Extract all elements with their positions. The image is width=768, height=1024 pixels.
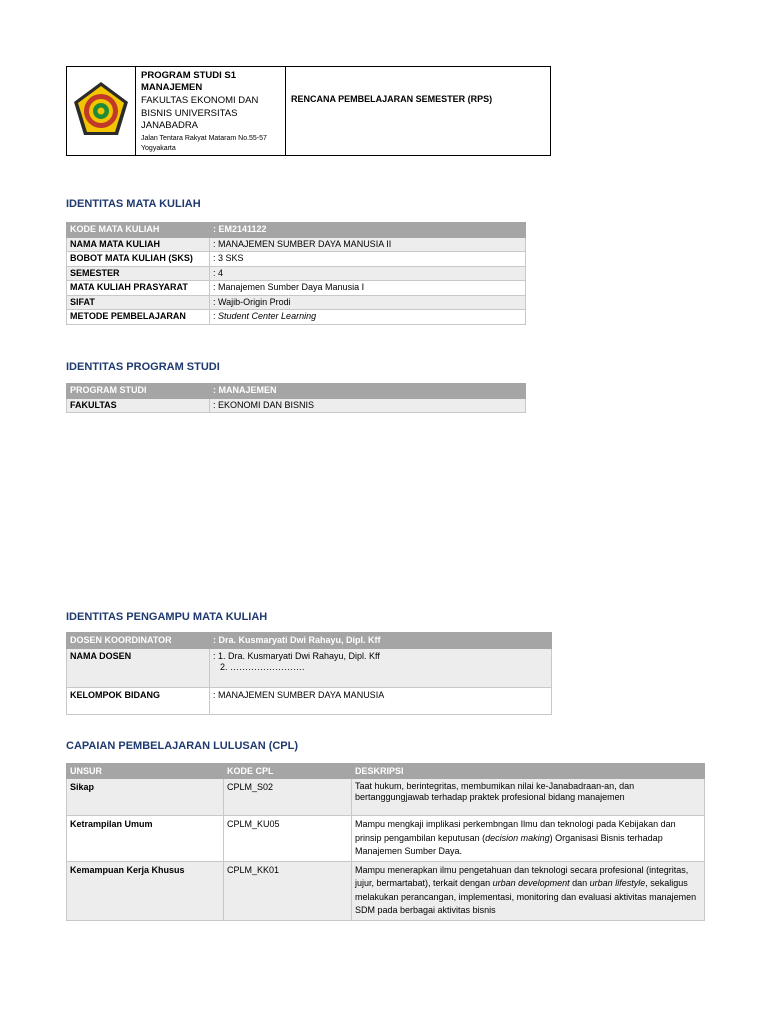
desc-text: , sekaligus melakukan perancangan, implementasi, monitoring dan evaluasi aktivitas manajemen SDM pada berbagai aktivitas bisnis	[355, 878, 697, 915]
row-label: NAMA DOSEN	[67, 649, 210, 688]
row-value: : MANAJEMEN SUMBER DAYA MANUSIA II	[210, 237, 526, 252]
table-row	[67, 861, 705, 920]
table-row	[67, 633, 552, 649]
table-row	[67, 779, 705, 816]
row-label: DOSEN KOORDINATOR	[67, 633, 210, 649]
row-label: METODE PEMBELAJARAN	[67, 310, 210, 325]
table-row	[67, 398, 526, 413]
table-header-row	[67, 764, 705, 779]
table-row	[67, 252, 526, 267]
header-unsur: UNSUR	[67, 764, 224, 779]
dosen-2: 2. …………………….	[220, 662, 305, 672]
cpl-deskripsi	[352, 816, 705, 862]
row-label: NAMA MATA KULIAH	[67, 237, 210, 252]
desc-italic: urban development	[492, 878, 570, 888]
row-label: BOBOT MATA KULIAH (SKS)	[67, 252, 210, 267]
pengampu-table	[66, 632, 552, 715]
row-value	[210, 649, 552, 688]
table-row	[67, 295, 526, 310]
row-value: : MANAJEMEN	[210, 384, 526, 399]
row-value	[210, 310, 526, 325]
header-title-cell	[286, 67, 550, 155]
row-value: : Dra. Kusmaryati Dwi Rahayu, Dipl. Kff	[210, 633, 552, 649]
document-title: RENCANA PEMBELAJARAN SEMESTER (RPS)	[291, 94, 493, 104]
table-row	[67, 237, 526, 252]
row-label: SEMESTER	[67, 266, 210, 281]
desc-italic: decision making	[485, 832, 550, 843]
row-label: SIFAT	[67, 295, 210, 310]
university-logo-icon	[71, 80, 131, 140]
header-box	[66, 66, 551, 156]
row-value: : EM2141122	[210, 223, 526, 238]
desc-italic: urban lifestyle	[589, 878, 646, 888]
logo-cell	[67, 67, 136, 155]
row-label: PROGRAM STUDI	[67, 384, 210, 399]
desc-text: ) Organisasi Bisnis terhadap Manajemen Sumber Daya.	[355, 832, 663, 856]
header-deskripsi: DESKRIPSI	[352, 764, 705, 779]
cpl-unsur: Ketrampilan Umum	[67, 816, 224, 862]
row-value: : MANAJEMEN SUMBER DAYA MANUSIA	[210, 688, 552, 715]
table-row	[67, 281, 526, 296]
row-label: KODE MATA KULIAH	[67, 223, 210, 238]
table-row	[67, 816, 705, 862]
row-label: FAKULTAS	[67, 398, 210, 413]
cpl-kode: CPLM_KU05	[224, 816, 352, 862]
table-row	[67, 384, 526, 399]
dosen-1: : 1. Dra. Kusmaryati Dwi Rahayu, Dipl. Kff	[213, 651, 380, 661]
table-row	[67, 649, 552, 688]
row-label: MATA KULIAH PRASYARAT	[67, 281, 210, 296]
value-italic: Student Center Learning	[218, 311, 317, 321]
row-value: : Wajib-Origin Prodi	[210, 295, 526, 310]
cpl-unsur: Sikap	[67, 779, 224, 816]
desc-text: Mampu mengkaji implikasi perkembngan Ilmu dan teknologi pada Kebijakan dan prinsip pengambilan keputusan (	[355, 819, 676, 843]
value-prefix: :	[213, 311, 219, 321]
row-value: : 3 SKS	[210, 252, 526, 267]
program-name: PROGRAM STUDI S1 MANAJEMEN	[141, 70, 237, 93]
table-row	[67, 266, 526, 281]
cpl-deskripsi: Taat hukum, berintegritas, membumikan nilai ke-Janabadraan-an, dan bertanggungjawab terhadap praktek profesional bidang manajemen	[352, 779, 705, 816]
cpl-deskripsi	[352, 861, 705, 920]
address: Jalan Tentara Rakyat Mataram No.55-57 Yogyakarta	[141, 134, 267, 152]
desc-text: dan	[569, 878, 590, 888]
cpl-unsur: Kemampuan Kerja Khusus	[67, 861, 224, 920]
row-value: : 4	[210, 266, 526, 281]
section-title-identitas-mk: IDENTITAS MATA KULIAH	[66, 198, 201, 210]
section-title-identitas-prodi: IDENTITAS PROGRAM STUDI	[66, 361, 220, 373]
row-value: : Manajemen Sumber Daya Manusia I	[210, 281, 526, 296]
header-institution	[136, 67, 286, 155]
table-row	[67, 310, 526, 325]
header-kode: KODE CPL	[224, 764, 352, 779]
table-row	[67, 223, 526, 238]
row-value: : EKONOMI DAN BISNIS	[210, 398, 526, 413]
section-title-pengampu: IDENTITAS PENGAMPU MATA KULIAH	[66, 611, 268, 623]
identitas-mk-table	[66, 222, 526, 325]
row-label: KELOMPOK BIDANG	[67, 688, 210, 715]
section-title-cpl: CAPAIAN PEMBELAJARAN LULUSAN (CPL)	[66, 740, 299, 752]
cpl-kode: CPLM_KK01	[224, 861, 352, 920]
cpl-table	[66, 763, 705, 921]
table-row	[67, 688, 552, 715]
identitas-prodi-table	[66, 383, 526, 413]
desc-text: Mampu menerapkan ilmu pengetahuan dan teknologi secara profesional (integritas, jujur, bermartabat), terkait dengan	[355, 864, 689, 888]
faculty-name: FAKULTAS EKONOMI DAN BISNIS UNIVERSITAS JANABADRA	[141, 95, 259, 131]
cpl-kode: CPLM_S02	[224, 779, 352, 816]
